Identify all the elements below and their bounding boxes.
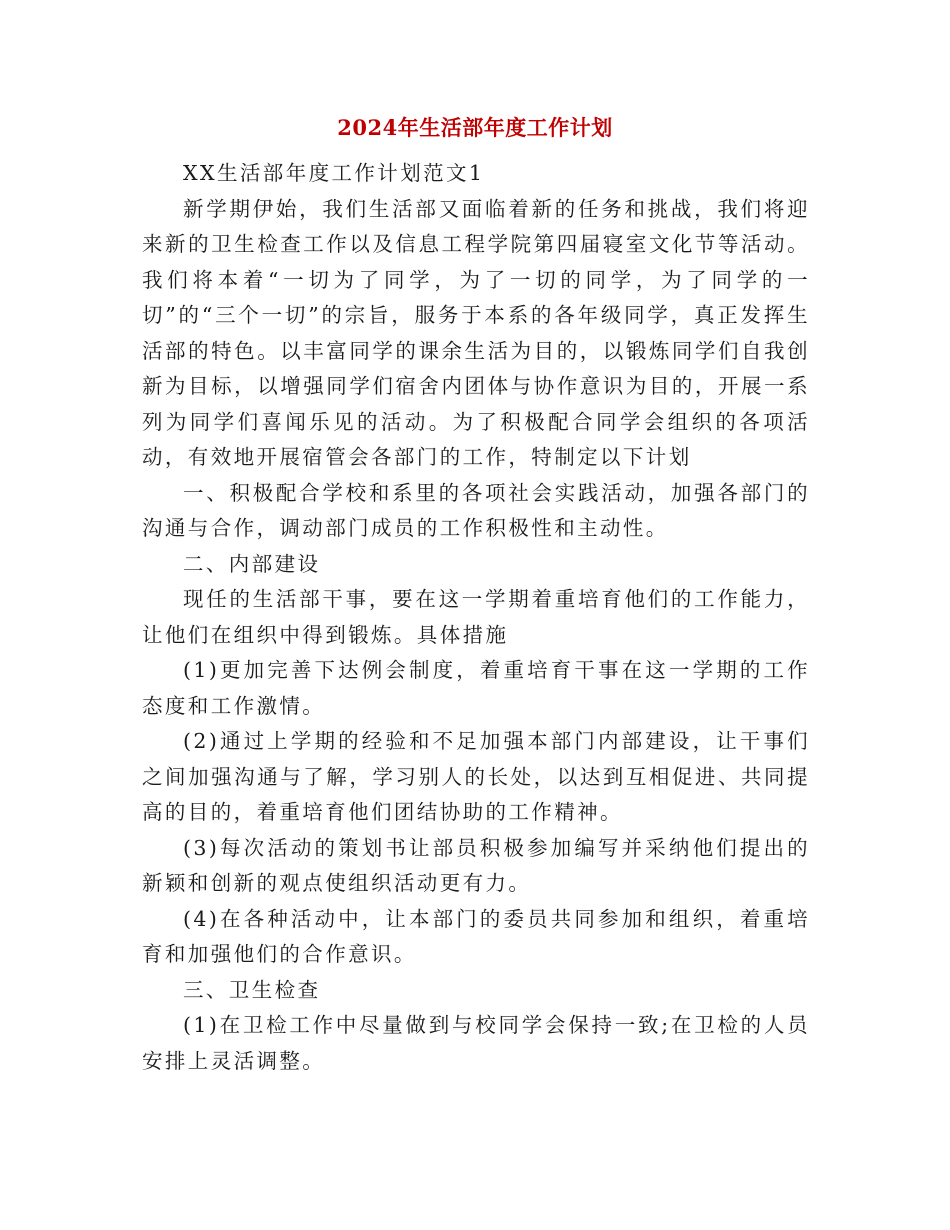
heading-section-3: 三、卫生检查	[183, 977, 321, 1002]
heading-section-2: 二、内部建设	[183, 551, 321, 576]
paragraph-section-1: 一、积极配合学校和系里的各项社会实践活动，加强各部门的沟通与合作，调动部门成员的工作积极性和主动性。	[142, 480, 810, 540]
paragraph-section-3-item-1: (1)在卫检工作中尽量做到与校同学会保持一致;在卫检的人员安排上灵活调整。	[142, 1013, 810, 1073]
paragraph-item-2: (2)通过上学期的经验和不足加强本部门内部建设，让干事们之间加强沟通与了解，学习别人的长处，以达到互相促进、共同提高的目的，着重培育他们团结协助的工作精神。	[142, 729, 810, 824]
paragraph-item-3: (3)每次活动的策划书让部员积极参加编写并采纳他们提出的新颖和创新的观点使组织活动更有力。	[142, 835, 810, 895]
paragraph-item-1: (1)更加完善下达例会制度，着重培育干事在这一学期的工作态度和工作激情。	[142, 658, 810, 718]
paragraph-section-2-intro: 现任的生活部干事，要在这一学期着重培育他们的工作能力，让他们在组织中得到锻炼。具体措施	[142, 587, 810, 647]
document-title: 2024年生活部年度工作计划	[337, 115, 613, 140]
paragraph-intro: 新学期伊始，我们生活部又面临着新的任务和挑战，我们将迎来新的卫生检查工作以及信息工程学院第四届寝室文化节等活动。我们将本着“一切为了同学，为了一切的同学，为了同学的一切”的“三个一切”的宗旨，服务于本系的各年级同学，真正发挥生活部的特色。以丰富同学的课余生活为目的，以锻炼同学们自我创新为目标，以增强同学们宿舍内团体与协作意识为目的，开展一系列为同学们喜闻乐见的活动。为了积极配合同学会组织的各项活动，有效地开展宿管会各部门的工作，特制定以下计划	[142, 196, 810, 469]
document-body	[142, 156, 810, 1079]
paragraph-subtitle: XX生活部年度工作计划范文1	[183, 161, 485, 185]
paragraph-item-4: (4)在各种活动中，让本部门的委员共同参加和组织，着重培育和加强他们的合作意识。	[142, 906, 810, 966]
